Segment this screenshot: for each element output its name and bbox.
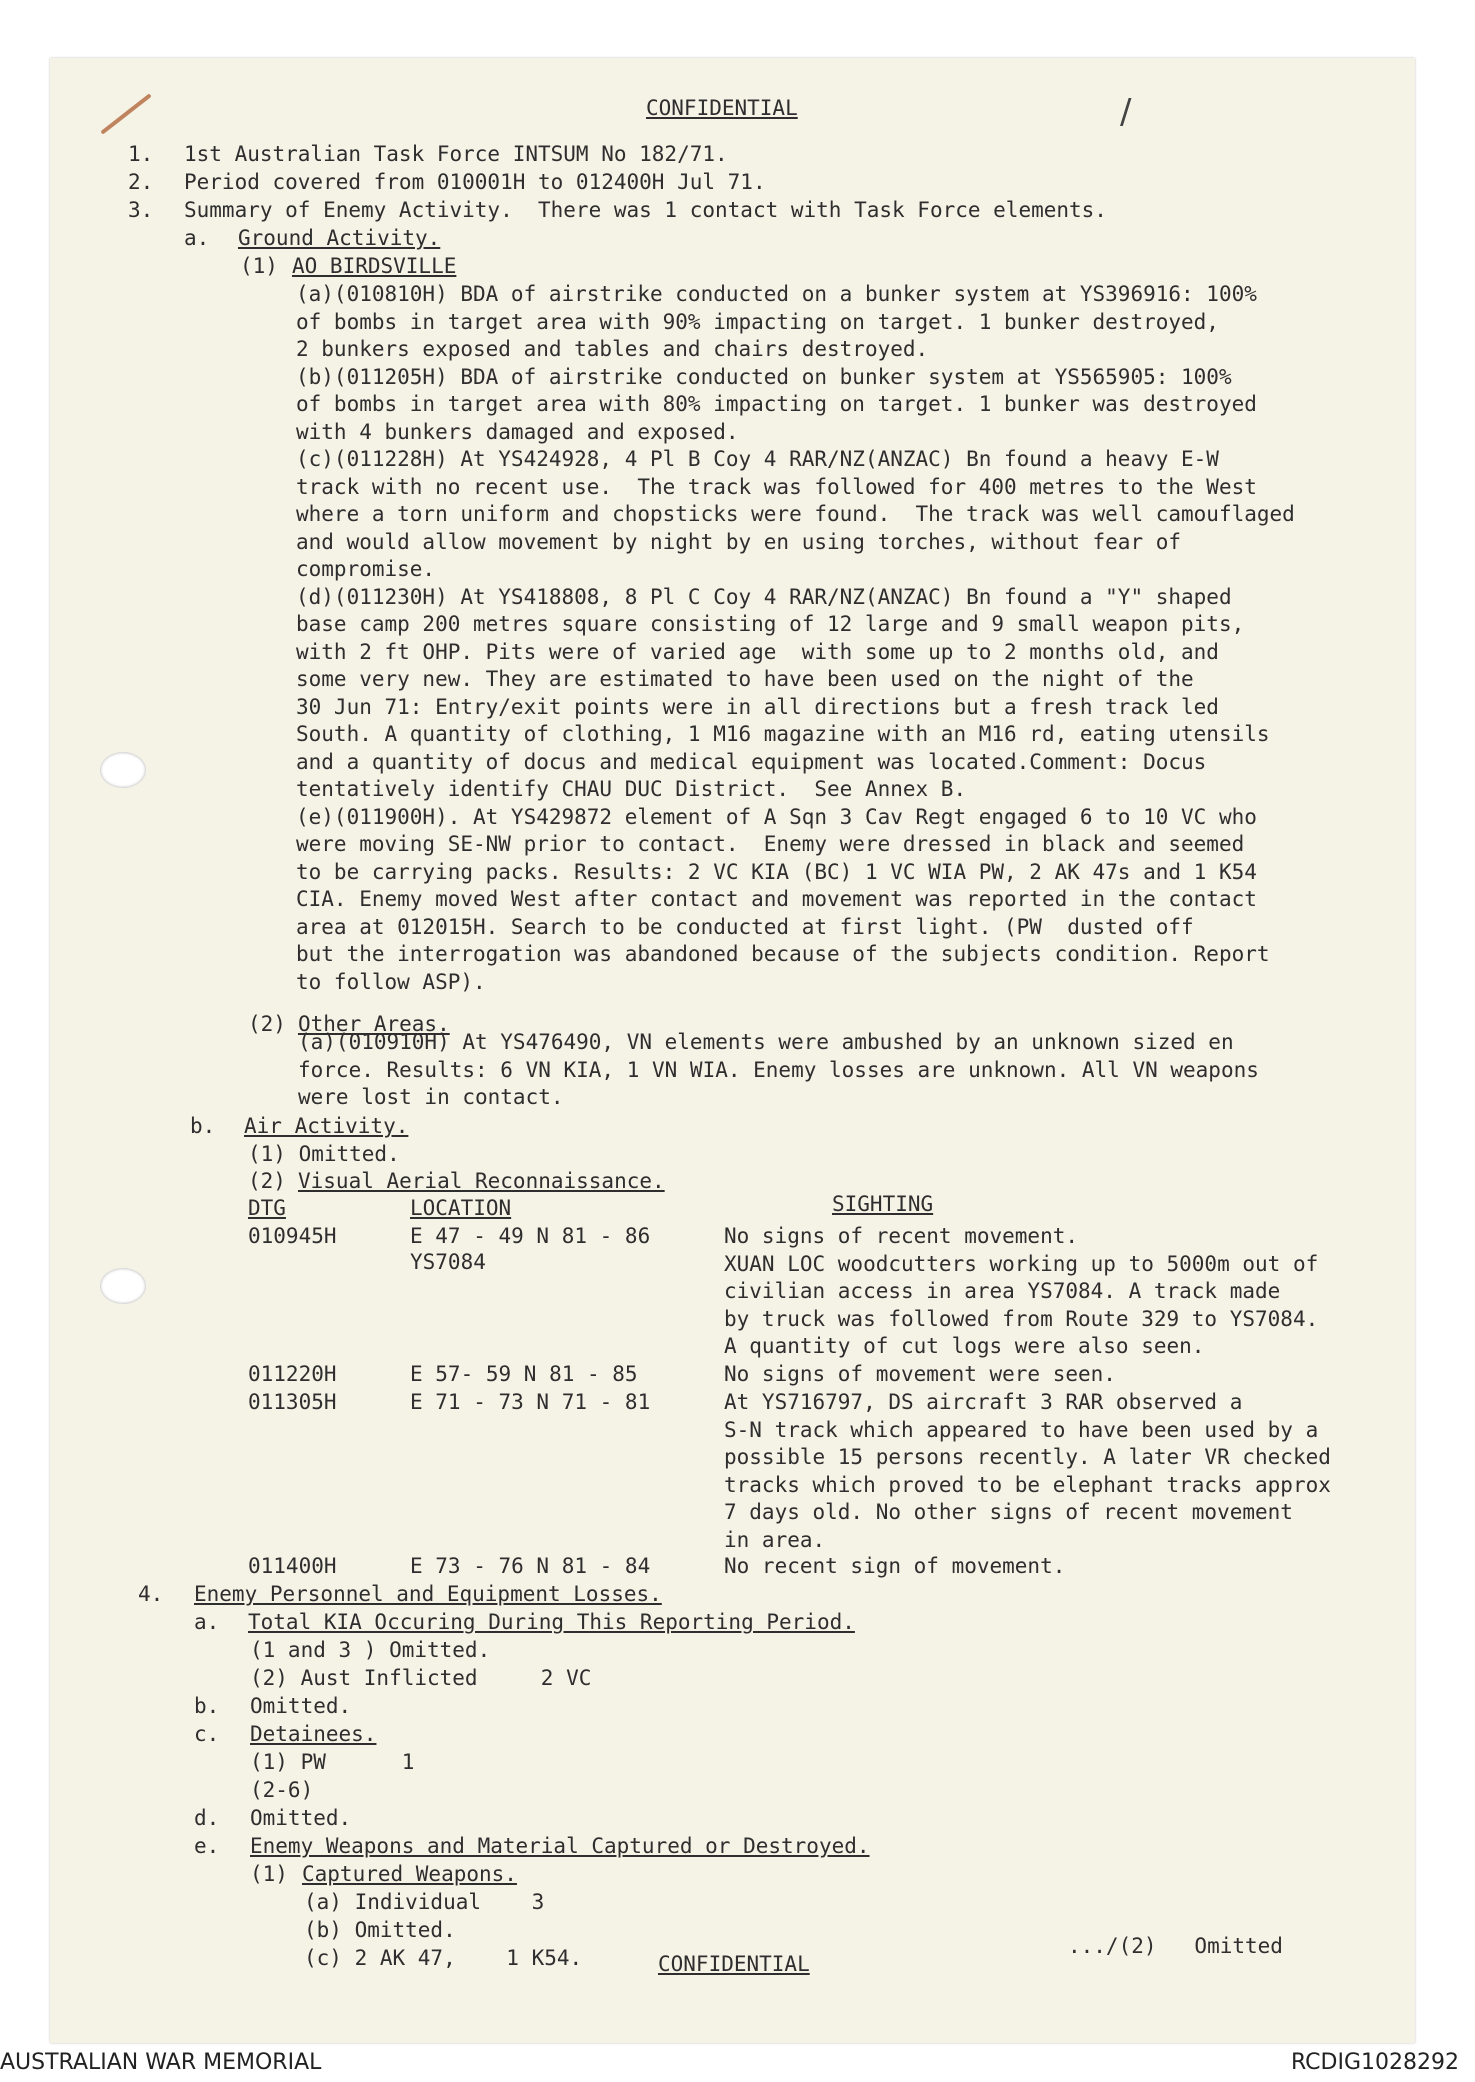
var-sighting-line: tracks which proved to be elephant tracks approx [724,1472,1331,1497]
subsection-title: Total KIA Occuring During This Reporting Period. [248,1610,855,1634]
entry-line: where a torn uniform and chopsticks were found. The track was well camouflaged [296,502,1295,526]
line-text: (a) Individual 3 [304,1890,545,1914]
entry-line: to be carrying packs. Results: 2 VC KIA (BC) 1 VC WIA PW, 2 AK 47s and 1 K54 [296,859,1257,884]
archive-reference: RCDIG1028292 [1290,2050,1459,2075]
column-header-location: LOCATION [410,1196,512,1220]
var-dtg: 011400H [248,1554,337,1578]
column-header-sighting: SIGHTING [832,1192,934,1216]
var-location-grid: YS7084 [410,1250,486,1274]
entry-line: CIA. Enemy moved West after contact and movement was reported in the contact [296,887,1257,911]
sub-number: (2) [248,1012,286,1036]
item-number: 3. [128,198,154,222]
var-location: E 71 - 73 N 71 - 81 [410,1390,651,1414]
entry-line: compromise. [296,557,436,581]
entry-line: (b)(011205H) BDA of airstrike conducted on bunker system at YS565905: 100% [296,364,1232,389]
var-sighting-line: No signs of recent movement. [724,1224,1079,1248]
entry-line: 30 Jun 71: Entry/exit points were in all directions but a fresh track led [296,694,1219,719]
section-letter: a. [184,226,210,250]
entry-line: track with no recent use. The track was followed for 400 metres to the West [296,474,1257,499]
section-title: Air Activity. [244,1114,409,1138]
section-letter: c. [194,1722,220,1746]
subsection-title: Other Areas. [298,1012,450,1036]
line-text: (2) Aust Inflicted 2 VC [250,1666,592,1690]
sub-number: (2) [248,1169,286,1193]
line-text: (1) PW 1 [250,1750,415,1774]
entry-line: with 4 bunkers damaged and exposed. [296,419,739,444]
corner-mark: / [1120,92,1132,132]
punch-hole [100,752,146,788]
var-sighting-line: XUAN LOC woodcutters working up to 5000m out of [724,1251,1319,1276]
sub-number: (1) [250,1862,288,1886]
section-letter: d. [194,1806,220,1830]
entry-line: of bombs in target area with 90% impacting on target. 1 bunker destroyed, [296,309,1219,334]
entry-line: South. A quantity of clothing, 1 M16 magazine with an M16 rd, eating utensils [296,722,1270,746]
archive-label-left: AUSTRALIAN WAR MEMORIAL [0,2050,322,2075]
enemy-activity-summary: Summary of Enemy Activity. There was 1 contact with Task Force elements. [184,198,1107,222]
line-text: Omitted. [250,1694,352,1718]
var-dtg: 010945H [248,1224,337,1248]
entry-line: were lost in contact. [298,1085,564,1109]
entry-line: of bombs in target area with 80% impacting on target. 1 bunker was destroyed [296,392,1257,416]
air-activity-sub1: (1) Omitted. [248,1142,400,1166]
punch-hole [100,1268,146,1304]
var-sighting-line: S-N track which appeared to have been used by a [724,1417,1319,1442]
entry-line: with 2 ft OHP. Pits were of varied age with some up to 2 months old, and [296,639,1219,664]
var-dtg: 011305H [248,1390,337,1414]
var-dtg: 011220H [248,1362,337,1386]
entry-line: 2 bunkers exposed and tables and chairs destroyed. [296,337,929,361]
entry-line: and would allow movement by night by en using torches, without fear of [296,529,1182,554]
entry-line: were moving SE-NW prior to contact. Enemy were dressed in black and seemed [296,832,1245,856]
var-location: E 57- 59 N 81 - 85 [410,1362,638,1386]
entry-line: (e)(011900H). At YS429872 element of A Sqn 3 Cav Regt engaged 6 to 10 VC who [296,804,1257,829]
continuation-note: .../(2) Omitted [1068,1934,1283,1958]
entry-line: (d)(011230H) At YS418808, 8 Pl C Coy 4 RAR/NZ(ANZAC) Bn found a "Y" shaped [296,584,1232,609]
entry-line: (c)(011228H) At YS424928, 4 Pl B Coy 4 RAR/NZ(ANZAC) Bn found a heavy E-W [296,447,1219,471]
var-sighting-line: possible 15 persons recently. A later VR checked [724,1445,1331,1469]
section-letter: e. [194,1834,220,1858]
line-text: Omitted. [250,1806,352,1830]
section-letter: b. [190,1114,216,1138]
entry-line: to follow ASP). [296,969,486,994]
entry-line: base camp 200 metres square consisting of 12 large and 9 small weapon pits, [296,612,1245,636]
var-sighting-line: by truck was followed from Route 329 to YS7084. [724,1306,1319,1331]
section-letter: a. [194,1610,220,1634]
var-sighting-line: No signs of movement were seen. [724,1362,1116,1386]
entry-line: area at 012015H. Search to be conducted at first light. (PW dusted off [296,914,1194,939]
var-location: E 73 - 76 N 81 - 84 [410,1554,651,1578]
section-title: Ground Activity. [238,226,441,250]
intsum-title: 1st Australian Task Force INTSUM No 182/71. [184,142,728,166]
var-sighting-line: No recent sign of movement. [724,1554,1066,1578]
line-text: (c) 2 AK 47, 1 K54. [304,1946,583,1970]
item-number: 2. [128,170,154,194]
entry-line: some very new. They are estimated to have been used on the night of the [296,667,1194,691]
classification-header: CONFIDENTIAL [646,96,798,120]
var-sighting-line: 7 days old. No other signs of recent movement [724,1500,1293,1524]
line-text: (2-6) [250,1778,314,1802]
item-number: 1. [128,142,154,166]
entry-line: tentatively identify CHAU DUC District. See Annex B. [296,777,967,801]
entry-line: force. Results: 6 VN KIA, 1 VN WIA. Enemy losses are unknown. All VN weapons [298,1057,1259,1082]
section-title: Enemy Personnel and Equipment Losses. [194,1582,662,1606]
period-covered: Period covered from 010001H to 012400H Jul 71. [184,170,766,194]
var-sighting-line: in area. [724,1527,826,1552]
section-letter: b. [194,1694,220,1718]
classification-footer: CONFIDENTIAL [658,1952,810,1976]
entry-line: and a quantity of docus and medical equipment was located.Comment: Docus [296,749,1207,774]
subsection-title: Visual Aerial Reconnaissance. [298,1169,665,1193]
subsection-title: Detainees. [250,1722,377,1746]
line-text: (b) Omitted. [304,1918,456,1942]
subsection-title: Captured Weapons. [302,1862,517,1886]
entry-line: (a)(010910H) At YS476490, VN elements were ambushed by an unknown sized en [298,1030,1234,1054]
item-number: 4. [138,1582,164,1606]
sub-number: (1) [240,254,278,278]
entry-line: but the interrogation was abandoned because of the subjects condition. Report [296,942,1270,966]
var-location: E 47 - 49 N 81 - 86 [410,1224,651,1248]
subsection-title: Enemy Weapons and Material Captured or Destroyed. [250,1834,870,1858]
column-header-dtg: DTG [248,1196,286,1220]
var-sighting-line: At YS716797, DS aircraft 3 RAR observed a [724,1390,1243,1414]
subsection-title: AO BIRDSVILLE [292,254,457,278]
var-sighting-line: A quantity of cut logs were also seen. [724,1334,1205,1358]
line-text: (1 and 3 ) Omitted. [250,1638,491,1662]
var-sighting-line: civilian access in area YS7084. A track made [724,1279,1281,1303]
entry-line: (a)(010810H) BDA of airstrike conducted on a bunker system at YS396916: 100% [296,282,1257,306]
